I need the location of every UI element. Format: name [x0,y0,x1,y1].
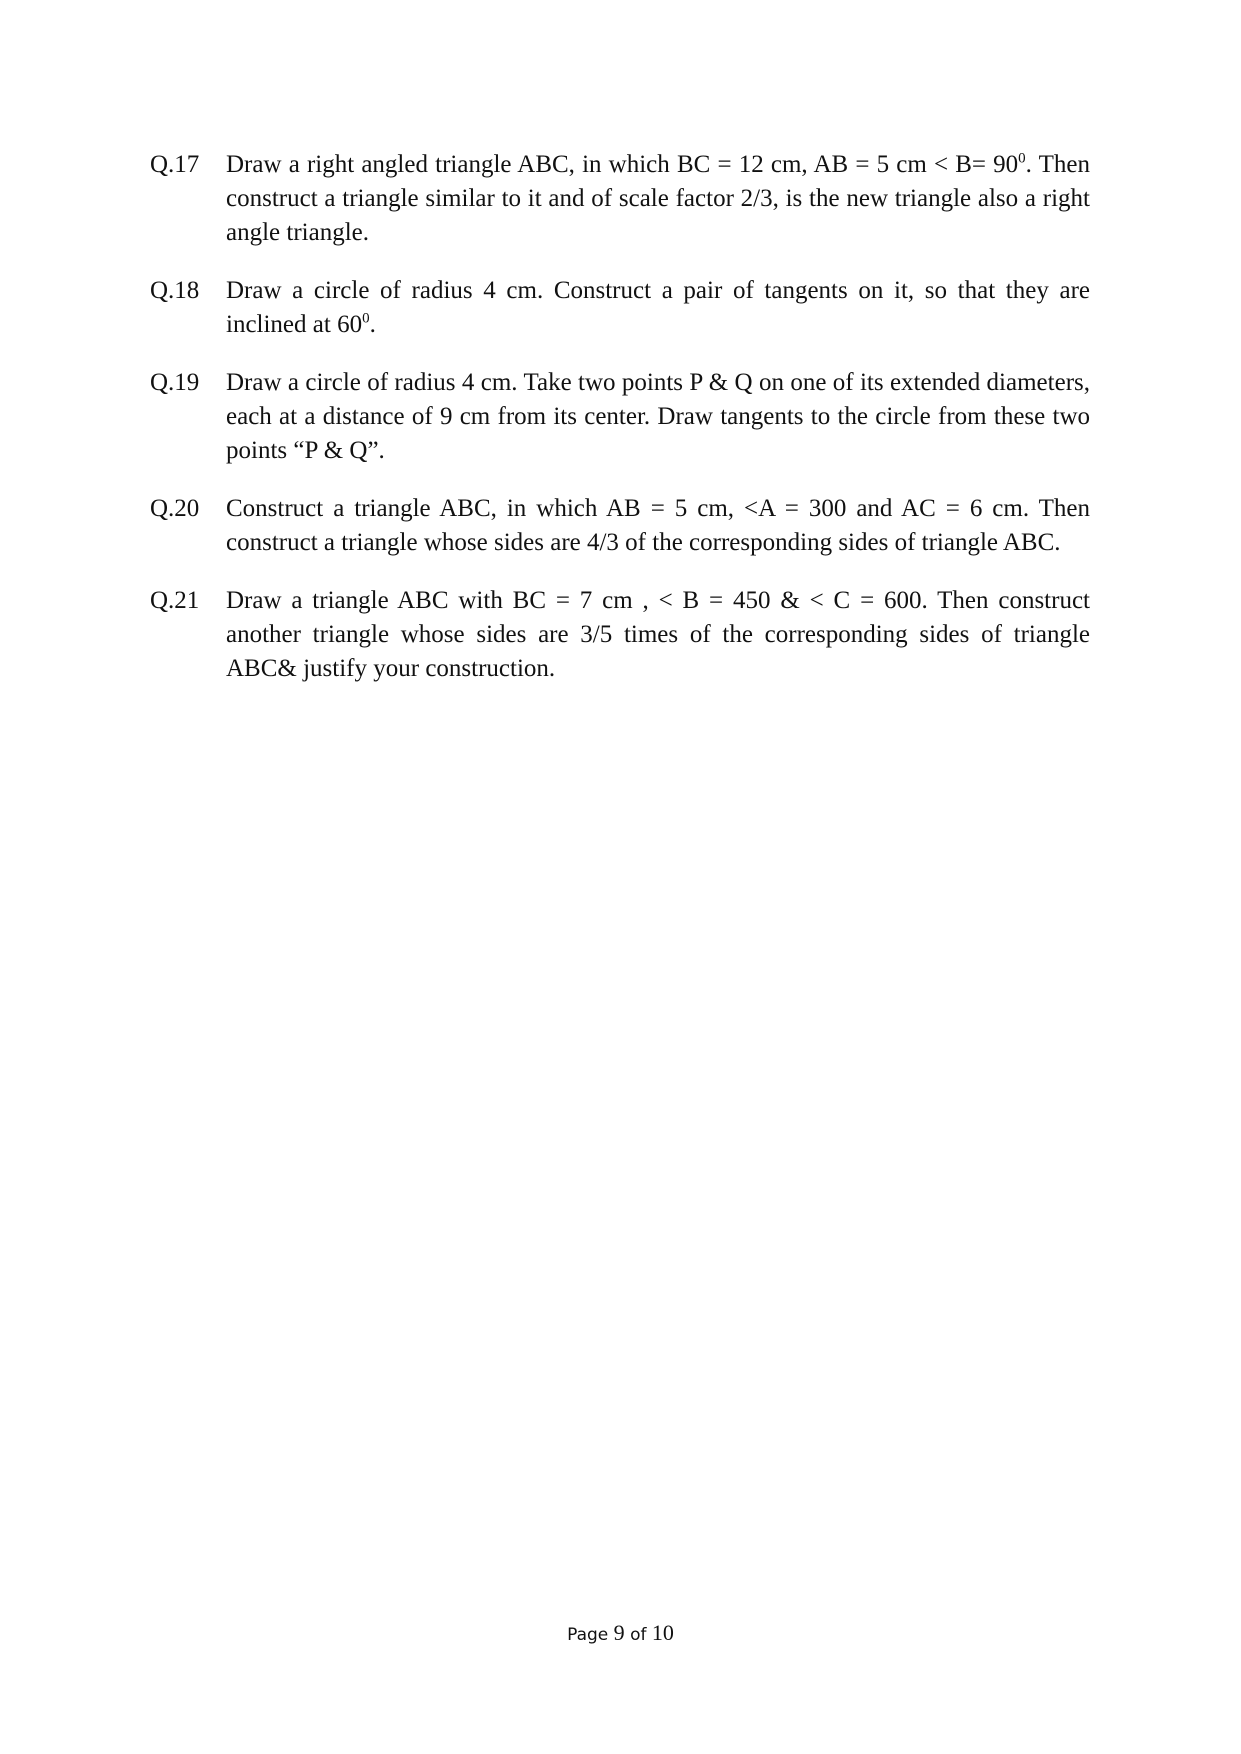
question-text-part2: . [369,311,376,338]
question-text-part1: Draw a circle of radius 4 cm. Construct a pair of tangents on it, so that they are inclined at 60 [226,277,1090,338]
of-word: of [630,1625,647,1645]
total-pages-number: 10 [651,1620,674,1645]
question-number: Q.20 [150,495,200,522]
question-text-part2: . Then construct a triangle similar to it and of scale factor 2/3, is the new triangle also a right angle triangle. [226,151,1090,246]
current-page-number: 9 [613,1620,625,1645]
question-21 [150,584,1090,686]
question-19 [150,366,1090,468]
degree-superscript: 0 [1018,150,1026,167]
question-20 [150,492,1090,560]
question-text [226,148,1090,250]
question-text [226,274,1090,342]
question-list [150,148,1090,710]
question-text-part1: Draw a circle of radius 4 cm. Take two points P & Q on one of its extended diameters, each at a distance of 9 cm from its center. Draw tangents to the circle from these two points “P & Q”. [226,369,1090,464]
question-text-part1: Draw a triangle ABC with BC = 7 cm , < B = 450 & < C = 600. Then construct another triangle whose sides are 3/5 times of the corresponding sides of triangle ABC& justify your construction. [226,587,1090,682]
page-footer [0,1620,1241,1646]
question-text-part1: Construct a triangle ABC, in which AB = 5 cm, <A = 300 and AC = 6 cm. Then construct a triangle whose sides are 4/3 of the corresponding sides of triangle ABC. [226,495,1090,556]
page-word: Page [567,1625,609,1645]
question-number: Q.19 [150,369,200,396]
question-17 [150,148,1090,250]
degree-superscript: 0 [362,310,370,327]
question-18 [150,274,1090,342]
question-text [226,584,1090,686]
question-number: Q.21 [150,587,200,614]
question-number: Q.18 [150,277,200,304]
question-number: Q.17 [150,151,200,178]
question-text [226,492,1090,560]
question-text [226,366,1090,468]
question-text-part1: Draw a right angled triangle ABC, in which BC = 12 cm, AB = 5 cm < B= 90 [226,151,1019,178]
